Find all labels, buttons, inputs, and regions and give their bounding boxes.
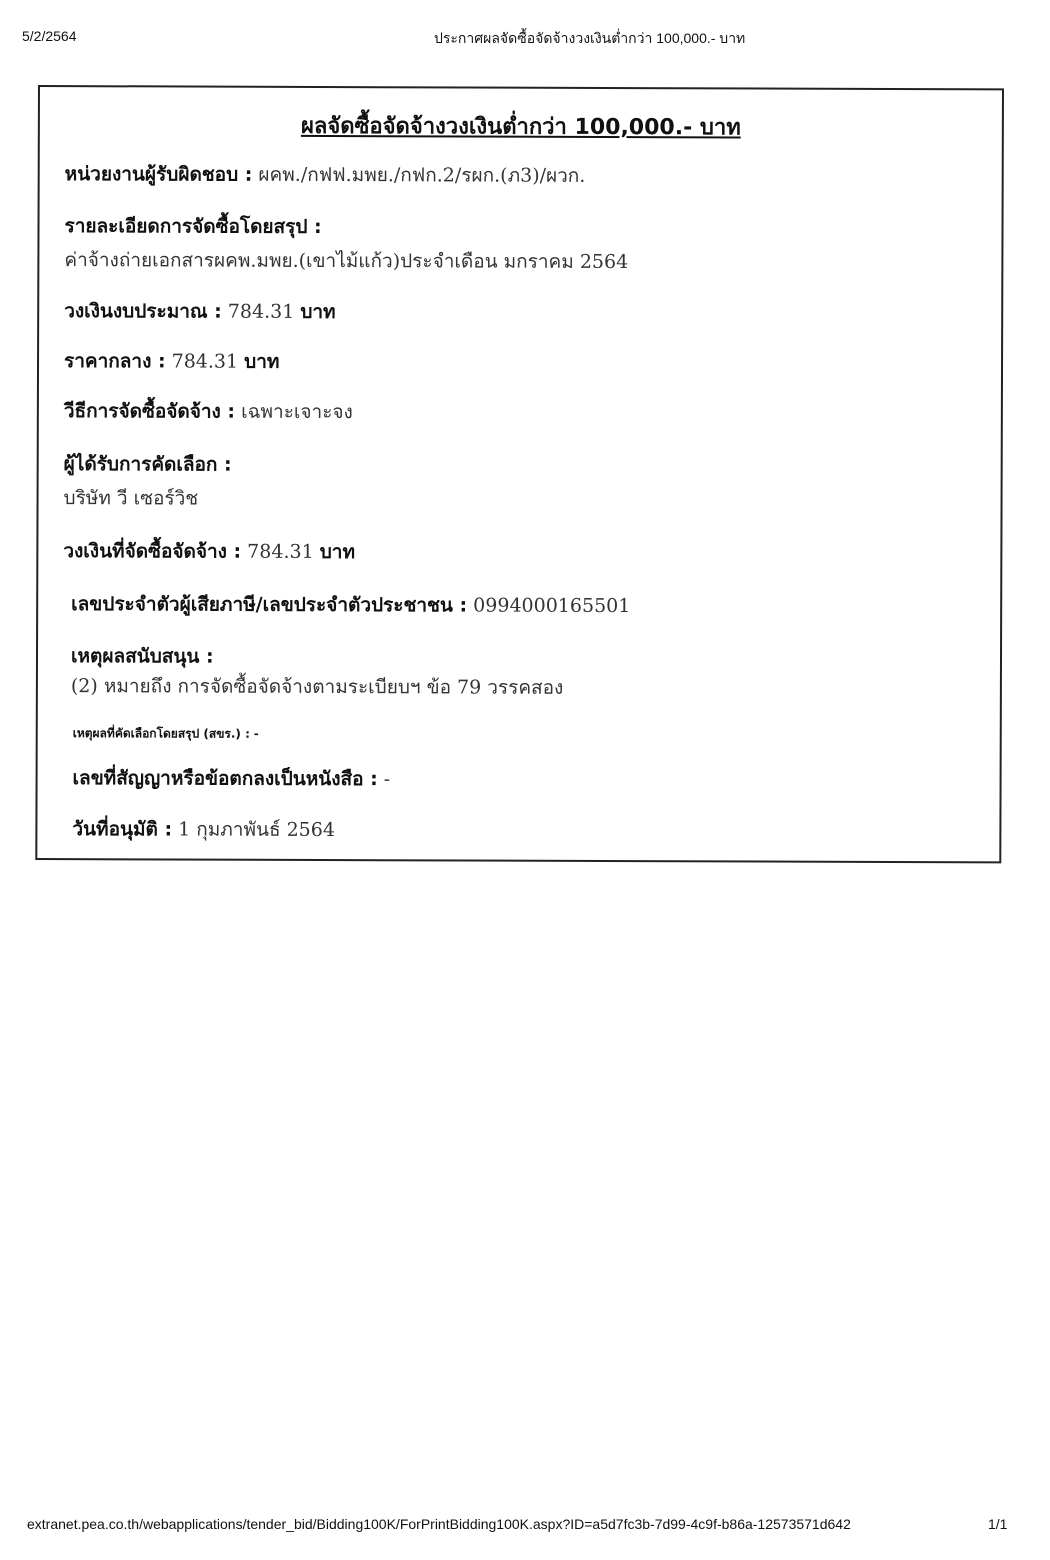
summary-detail-label-row [64, 211, 981, 244]
supporting-reason-label-row [71, 641, 980, 674]
supporting-reason-label: เหตุผลสนับสนุน : [70, 645, 214, 668]
supporting-reason-value: (2) หมายถึง การจัดซื้อจัดจ้างตามระเบียบฯ ข้อ 79 วรรคสอง [70, 675, 564, 699]
contract-number-value: - [383, 768, 391, 791]
contract-number-label: เลขที่สัญญาหรือข้อตกลงเป็นหนังสือ : [72, 767, 378, 791]
selected-vendor-label-row [64, 449, 981, 482]
print-page-title: ประกาศผลจัดซื้อจัดจ้างวงเงินต่ำกว่า 100,000.- บาท [434, 30, 746, 46]
summary-detail-label: รายละเอียดการจัดซื้อโดยสรุป : [64, 215, 322, 238]
selected-vendor-label: ผู้ได้รับการคัดเลือก : [63, 453, 232, 476]
median-price-value: 784.31 [171, 350, 239, 373]
procurement-amount-value: 784.31 [247, 540, 314, 563]
selection-reason-row [73, 724, 980, 746]
procurement-method-value: เฉพาะเจาะจง [241, 400, 353, 424]
budget-row [64, 296, 981, 329]
print-date: 5/2/2564 [22, 28, 77, 44]
procurement-amount-row [63, 536, 980, 569]
selection-reason-value: - [253, 726, 259, 741]
document-title: ผลจัดซื้อจัดจ้างวงเงินต่ำกว่า 100,000.- บาท [300, 113, 741, 141]
median-price-label: ราคากลาง : [63, 350, 166, 373]
tax-id-row [71, 589, 980, 622]
responsible-unit-value: ผคพ./กฟฟ.มพย./กฟก.2/รผก.(ภ3)/ผวก. [258, 163, 586, 187]
summary-detail-value-row [64, 245, 981, 278]
print-page-number: 1/1 [988, 1516, 1008, 1532]
print-url: extranet.pea.co.th/webapplications/tender_bid/Bidding100K/ForPrintBidding100K.aspx?ID=a5d7fc3b-7d99-4c9f-b86a-12573571d642 [27, 1516, 851, 1532]
contract-number-row [73, 763, 980, 796]
median-price-unit: บาท [244, 350, 280, 373]
procurement-method-row [64, 396, 981, 429]
selected-vendor-value: บริษัท วี เซอร์วิช [63, 487, 199, 510]
summary-detail-value: ค่าจ้างถ่ายเอกสารผคพ.มพย.(เขาไม้แก้ว)ประจำเดือน มกราคม 2564 [64, 249, 629, 274]
responsible-unit-row [65, 159, 982, 192]
budget-label: วงเงินงบประมาณ : [64, 300, 222, 323]
tax-id-value: 0994000165501 [473, 594, 631, 618]
budget-unit: บาท [300, 300, 336, 324]
responsible-unit-label: หน่วยงานผู้รับผิดชอบ : [64, 163, 253, 186]
approval-date-value: 1 กุมภาพันธ์ 2564 [178, 818, 336, 842]
procurement-amount-label: วงเงินที่จัดซื้อจัดจ้าง : [63, 540, 242, 563]
approval-date-row [72, 814, 979, 847]
approval-date-label: วันที่อนุมัติ : [72, 818, 173, 841]
procurement-method-label: วีธีการจัดซื้อจัดจ้าง : [63, 400, 236, 423]
supporting-reason-value-row [71, 671, 980, 704]
tax-id-label: เลขประจำตัวผู้เสียภาษี/เลขประจำตัวประชาชน : [71, 593, 468, 617]
median-price-row [64, 346, 981, 379]
selection-reason-label: เหตุผลที่คัดเลือกโดยสรุป (สขร.) : [72, 726, 250, 741]
selected-vendor-value-row [64, 483, 981, 516]
result-frame [35, 85, 1004, 863]
budget-value: 784.31 [227, 300, 295, 323]
procurement-amount-unit: บาท [319, 540, 356, 564]
